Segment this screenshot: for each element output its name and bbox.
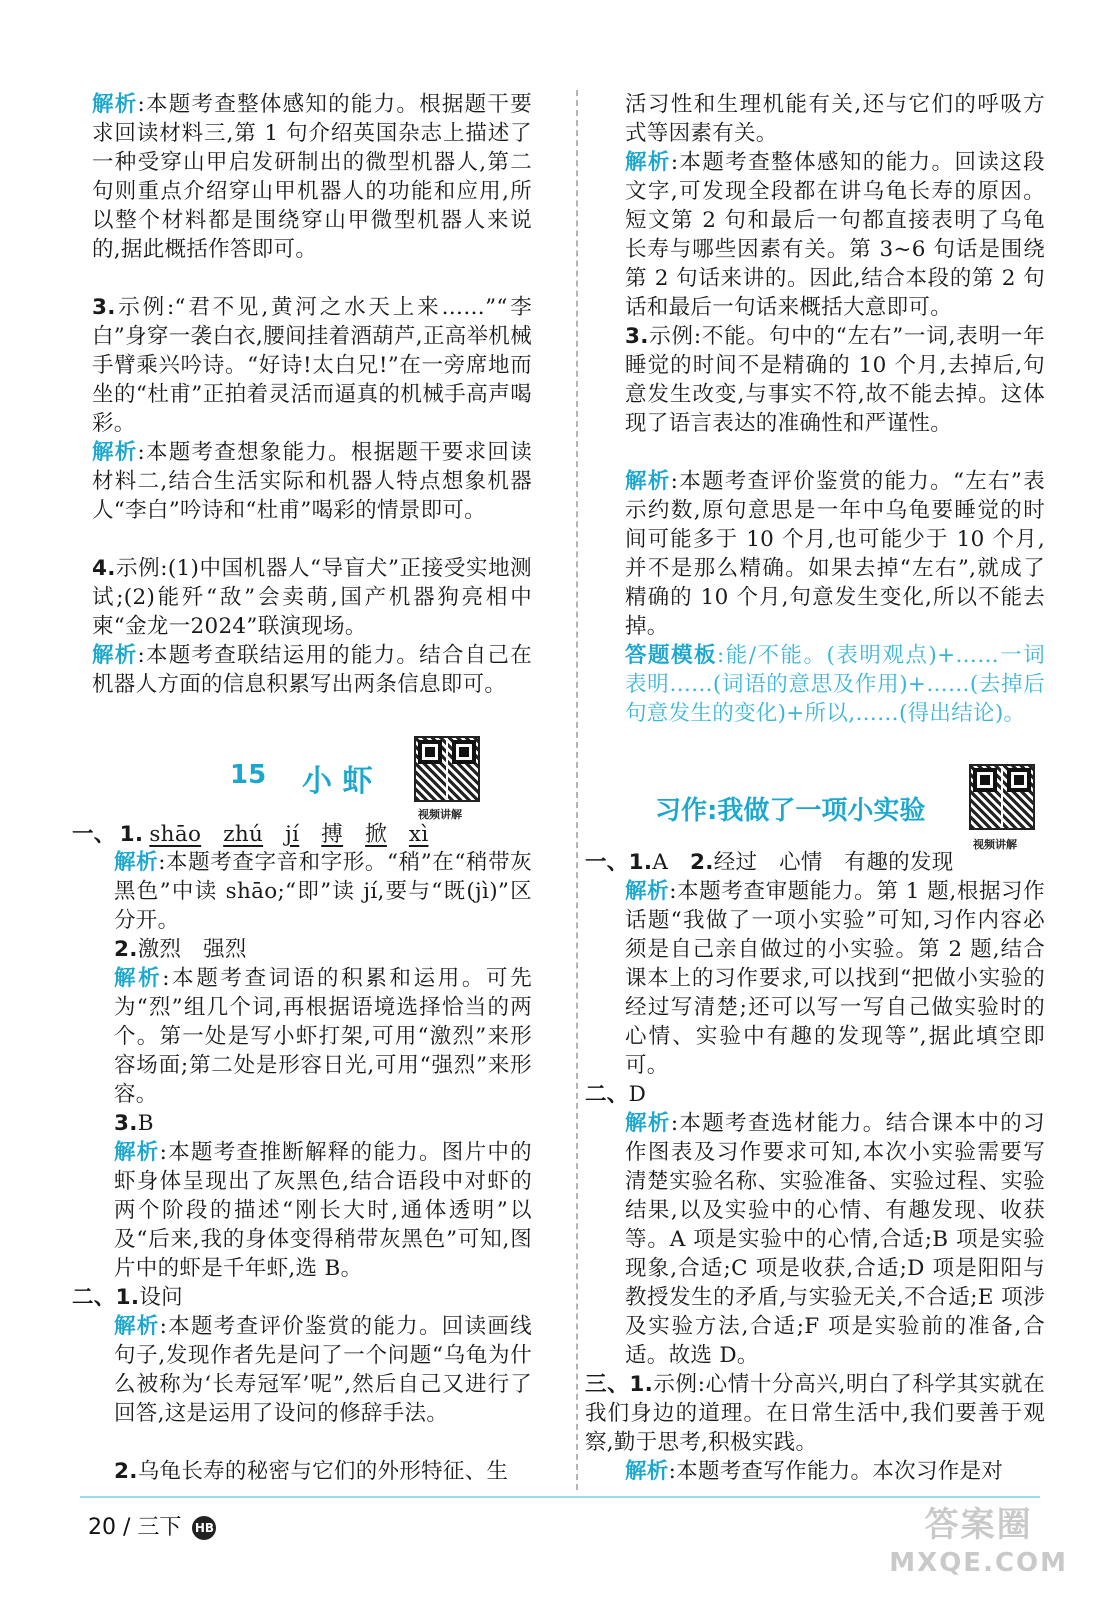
lesson-number: 15 — [230, 760, 267, 790]
analysis-paragraph: 解析:本题考查词语的积累和运用。可先为“烈”组几个词,再根据语境选择恰当的两个。第一处是写小虾打架,可用“激烈”来形容场面;第二处是形容日光,可用“强烈”来形容。 — [114, 966, 532, 1107]
analysis-paragraph: 解析:本题考查评价鉴赏的能力。“左右”表示约数,原句意思是一年中乌龟要睡觉的时间可能多于 10 个月,也可能少于 10 个月,并不是那么精确。如果去掉“左右”,就成了精确的 10 个月,句意发生变化,所以不能去掉。 — [625, 469, 1045, 639]
analysis-paragraph: 解析:本题考查选材能力。结合课本中的习作图表及习作要求可知,本次小实验需要写清楚实验名称、实验准备、实验过程、实验结果,以及实验中的心情、有趣发现、收获等。A 项是实验中的心情,合适;B 项是实验现象,合适;C 项是收获,合适;D 项是阳阳与教授发生的矛盾,与实验无关,不合适;E 项涉及实验方法,合适;F 项是实验前的准备,合适。故选 D。 — [625, 1111, 1045, 1368]
answer-q3: 3.示例:“君不见,黄河之水天上来……”“李白”身穿一袭白衣,腰间挂着酒葫芦,正高举机械手臂乘兴吟诗。“好诗!太白兄!”在一旁席地而坐的“杜甫”正拍着灵活而逼真的机械手高声喝彩。 — [92, 295, 532, 436]
edition-badge-icon: HB — [192, 1516, 216, 1540]
lesson-title: 小 虾 — [302, 764, 373, 799]
answer-s1-q2: 2.激烈 强烈 — [114, 937, 247, 962]
column-separator — [576, 90, 578, 1490]
footer-separator: / — [123, 1515, 131, 1540]
analysis-paragraph: 解析:本题考查审题能力。第 1 题,根据习作话题“我做了一项小实验”可知,习作内容必须是自己亲自做过的小实验。第 2 题,结合课本上的习作要求,可以找到“把做小实验的经过写清楚;还可以写一写自己做实验时的心情、实验中有趣的发现等”,据此填空即可。 — [625, 879, 1045, 1078]
analysis-paragraph: 解析:本题考查想象能力。根据题干要求回读材料二,结合生活实际和机器人特点想象机器人“李白”吟诗和“杜甫”喝彩的情景即可。 — [92, 440, 532, 523]
answer-continuation: 活习性和生理机能有关,还与它们的呼吸方式等因素有关。 — [625, 92, 1045, 146]
answer-template: 答题模板:能/不能。(表明观点)+……一词表明……(词语的意思及作用)+……(去掉后句意发生的变化)+所以,……(得出结论)。 — [625, 643, 1045, 726]
answer-q4: 4.示例:(1)中国机器人“导盲犬”正接受实地测试;(2)能歼“敌”会卖萌,国产机器狗亮相中柬“金龙一2024”联演现场。 — [92, 556, 532, 639]
watermark: 答案圈 MXQE.COM — [889, 1505, 1068, 1578]
analysis-paragraph: 解析:本题考查联结运用的能力。结合自己在机器人方面的信息积累写出两条信息即可。 — [92, 643, 532, 697]
footer-divider — [80, 1496, 1040, 1498]
analysis-paragraph: 解析:本题考查字音和字形。“稍”在“稍带灰黑色”中读 shāo;“即”读 jí,要与“既(jì)”区分开。 — [114, 850, 532, 933]
answer-s1-q1: 一、 1. shāo zhú jí 搏 掀 xì — [72, 822, 429, 847]
answer-s2-q2: 2.乌龟长寿的秘密与它们的外形特征、生 — [114, 1459, 509, 1484]
qr-caption: 视频讲解 — [973, 838, 1017, 851]
answer-s1: 一、1.A 2.经过 心情 有趣的发现 — [585, 850, 954, 875]
qr-code-icon[interactable] — [969, 764, 1035, 830]
answer-s2: 二、D — [585, 1082, 647, 1107]
page-number: 20 — [88, 1515, 116, 1540]
analysis-paragraph: 解析:本题考查评价鉴赏的能力。回读画线句子,发现作者先是问了一个问题“乌龟为什么被称为‘长寿冠军’呢”,然后自己又进行了回答,这是运用了设问的修辞手法。 — [114, 1314, 532, 1426]
page-footer — [88, 1510, 216, 1541]
answer-q3: 3.示例:不能。句中的“左右”一词,表明一年睡觉的时间不是精确的 10 个月,去掉后,句意发生改变,与事实不符,故不能去掉。这体现了语言表达的准确性和严谨性。 — [625, 324, 1045, 436]
qr-caption: 视频讲解 — [418, 808, 462, 821]
answer-s1-q3: 3.B — [114, 1111, 154, 1136]
analysis-paragraph: 解析:本题考查推断解释的能力。图片中的虾身体呈现出了灰黑色,结合语段中对虾的两个阶段的描述“刚长大时,通体透明”以及“后来,我的身体变得稍带灰黑色”可知,图片中的虾是千年虾,选 B。 — [114, 1140, 532, 1281]
qr-code-icon[interactable] — [414, 736, 480, 802]
writing-title: 习作:我做了一项小实验 — [655, 796, 926, 826]
analysis-paragraph: 解析:本题考查整体感知的能力。回读这段文字,可发现全段都在讲乌龟长寿的原因。短文第 2 句和最后一句都直接表明了乌龟长寿与哪些因素有关。第 3~6 句话是围绕第 2 句话来讲的。因此,结合本段的第 2 句话和最后一句话来概括大意即可。 — [625, 150, 1045, 320]
analysis-paragraph: 解析:本题考查整体感知的能力。根据题干要求回读材料三,第 1 句介绍英国杂志上描述了一种受穿山甲启发研制出的微型机器人,第二句则重点介绍穿山甲机器人的功能和应用,所以整个材料都是围绕穿山甲微型机器人来说的,据此概括作答即可。 — [92, 92, 532, 262]
analysis-paragraph: 解析:本题考查写作能力。本次习作是对 — [625, 1459, 1004, 1484]
grade-label: 三下 — [137, 1515, 182, 1540]
answer-s3: 三、1.示例:心情十分高兴,明白了科学其实就在我们身边的道理。在日常生活中,我们要善于观察,勤于思考,积极实践。 — [585, 1372, 1045, 1455]
answer-s2-q1: 二、1.设问 — [72, 1285, 183, 1310]
